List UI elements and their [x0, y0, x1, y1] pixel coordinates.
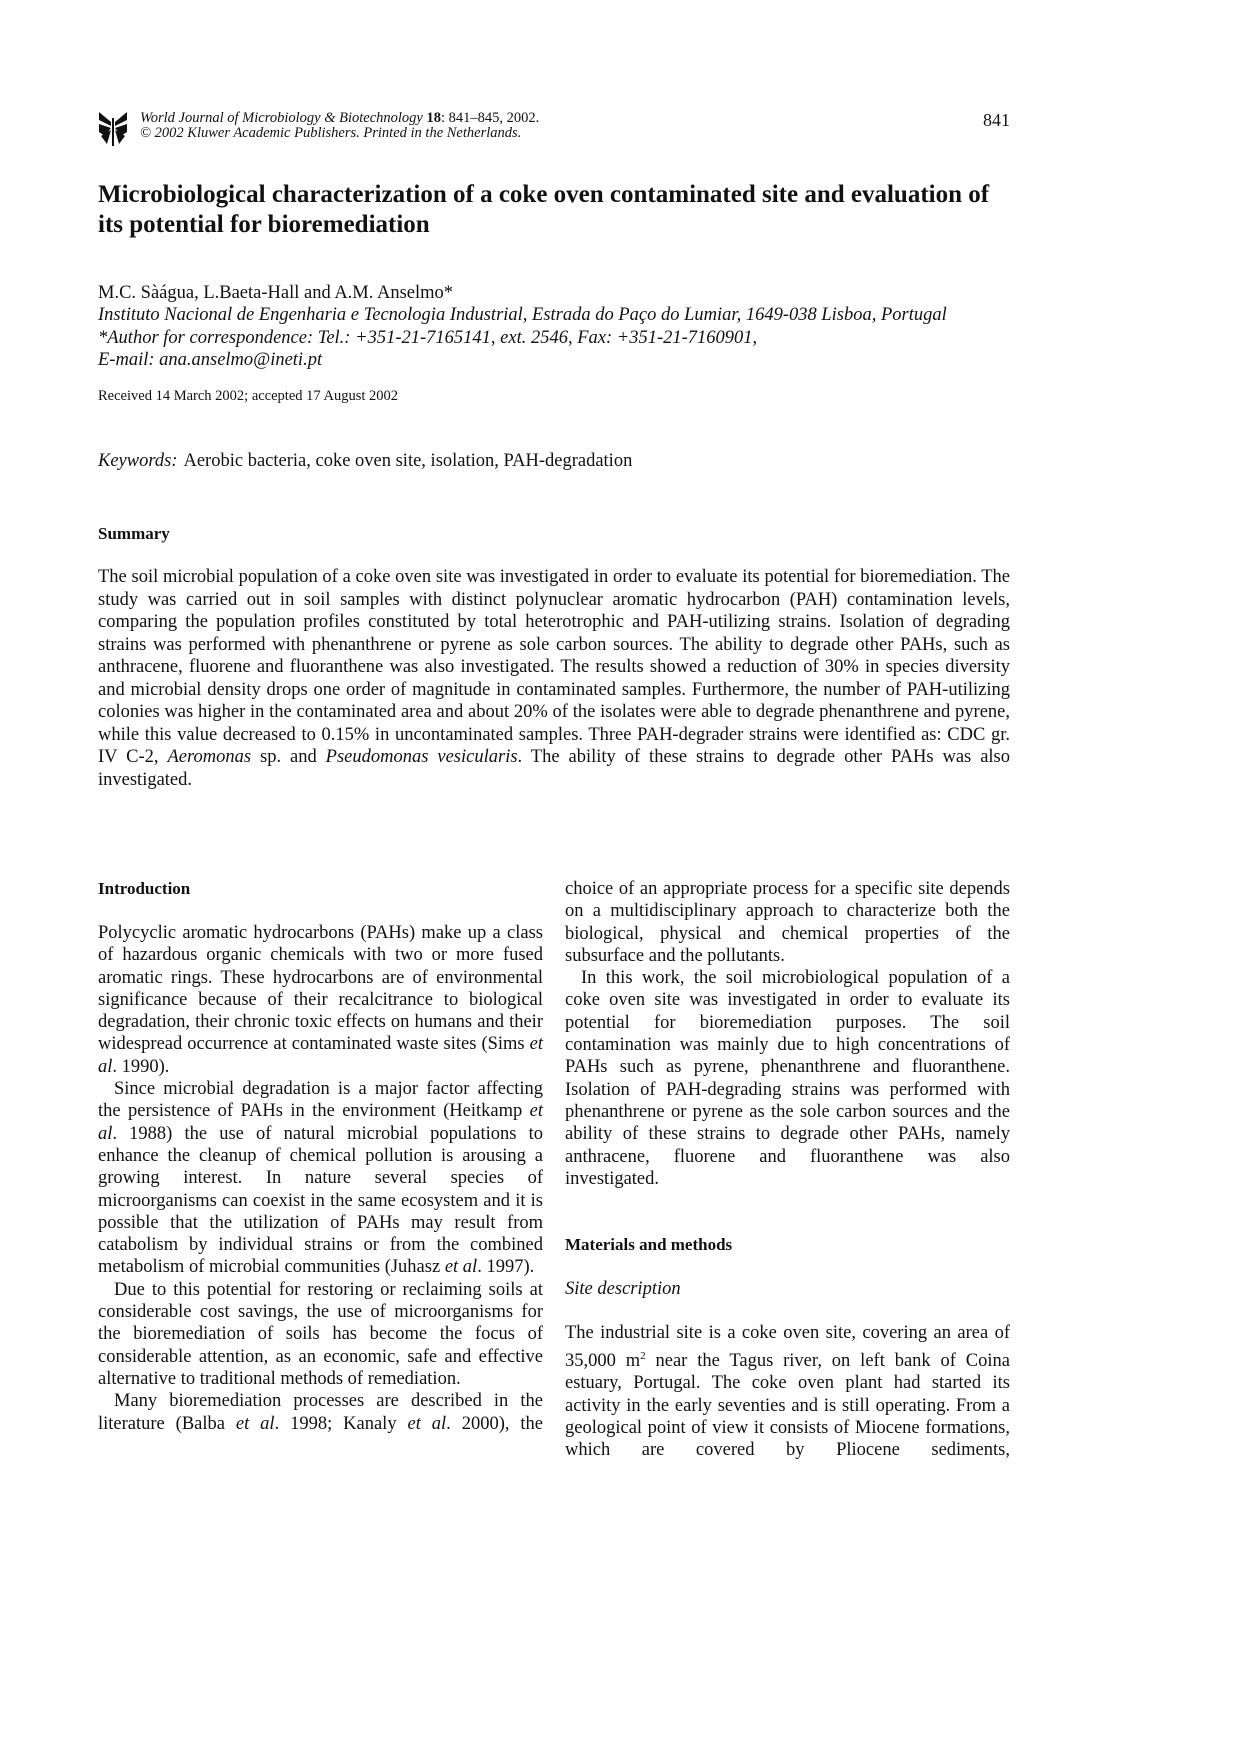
affiliation: Instituto Nacional de Engenharia e Tecnologia Industrial, Estrada do Paço do Lumiar, 1649-038 Lisboa, Portugal: [98, 305, 947, 325]
journal-name: World Journal of Microbiology & Biotechnology: [140, 110, 423, 126]
italic-text: et al: [444, 1257, 478, 1278]
paragraph: [98, 1390, 543, 1435]
text-run: In this work, the soil microbiological population of a coke oven site was investigated in order to evaluate its potential for bioremediation purposes. The soil contamination was mainly due to high concentrations of PAHs such as pyrene, phenanthrene and fluoranthene. Isolation of PAH-degrading strains was performed with phenanthrene or pyrene as the sole carbon sources and the ability of these strains to degrade other PAHs, namely anthracene, fluorene and fluoranthene was also investigated.: [565, 968, 1010, 1189]
text-run: Since microbial degradation is a major factor affecting the persistence of PAHs in the environment (Heitkamp: [98, 1079, 543, 1122]
site-description-body: [565, 1322, 1010, 1461]
keywords-value: Aerobic bacteria, coke oven site, isolation, PAH-degradation: [183, 451, 633, 471]
superscript: 2: [640, 1349, 646, 1362]
text-run: choice of an appropriate process for a specific site depends on a multidisciplinary approach to characterize both the biological, physical and chemical properties of the subsurface and the pollutants.: [565, 879, 1010, 966]
journal-citation: [140, 111, 539, 141]
text-run: The soil microbial population of a coke oven site was investigated in order to evaluate its potential for bioremediation. The study was carried out in soil samples with distinct polynuclear aromatic hydrocarbon (PAH) contamination levels, comparing the population profiles constituted by total heterotrophic and PAH-utilizing strains. Isolation of degrading strains was performed with phenanthrene or pyrene as sole carbon sources. The ability to degrade other PAHs, such as anthracene, fluorene and fluoranthene was also investigated. The results showed a reduction of 30% in species diversity and microbial density drops one order of magnitude in contaminated samples. Furthermore, the number of PAH-utilizing colonies was higher in the contaminated area and about 20% of the isolates were able to degrade phenanthrene and pyrene, while this value decreased to 0.15% in uncontaminated samples. Three PAH-degrader strains were identified as: CDC gr. IV C-2,: [98, 567, 1010, 767]
paragraph: [98, 922, 543, 1078]
copyright: © 2002 Kluwer Academic Publishers. Printed in the Netherlands.: [140, 125, 522, 141]
text-run: Polycyclic aromatic hydrocarbons (PAHs) make up a class of hazardous organic chemicals with two or more fused aromatic rings. These hydrocarbons are of environmental significance because of their recalcitrance to biological degradation, their chronic toxic effects on humans and their widespread occurrence at contaminated waste sites (Sims: [98, 923, 543, 1055]
italic-text: et al: [407, 1413, 447, 1434]
email: E-mail: ana.anselmo@ineti.pt: [98, 350, 323, 370]
italic-text: et al: [235, 1413, 275, 1434]
right-column: [565, 878, 1010, 1461]
materials-methods-heading: Materials and methods: [565, 1235, 733, 1255]
italic-text: Pseudomonas vesicularis: [325, 747, 518, 767]
text-run: . 1997).: [477, 1257, 535, 1278]
italic-text: Aeromonas: [167, 747, 252, 767]
text-run: . 1998; Kanaly: [274, 1413, 408, 1434]
affiliation-block: [98, 304, 1028, 372]
journal-volume: 18: [426, 110, 441, 126]
correspondence: *Author for correspondence: Tel.: +351-21-7165141, ext. 2546, Fax: +351-21-7160901,: [98, 327, 758, 348]
summary-text: [98, 566, 1010, 791]
introduction-continued: [565, 878, 1010, 1190]
text-run: . The ability of these strains to degrade other PAHs was also investigated.: [98, 747, 1010, 790]
text-run: near the Tagus river, on left bank of Coina estuary, Portugal. The coke oven plant had started its activity in the early seventies and is still operating. From a geological point of view it consists of Miocene formations, which are covered by Pliocene sediments,: [565, 1350, 1010, 1461]
paragraph: [565, 967, 1010, 1190]
left-column: [98, 878, 543, 1435]
text-run: . 1990).: [112, 1056, 170, 1077]
paragraph: [565, 1322, 1010, 1461]
authors: M.C. Sàágua, L.Baeta-Hall and A.M. Anselmo*: [98, 283, 454, 303]
summary-heading: Summary: [98, 524, 170, 543]
site-description-heading: Site description: [565, 1279, 681, 1300]
text-run: . 2000), the: [446, 1413, 543, 1434]
italic-text: et al: [98, 1101, 543, 1144]
italic-text: et al: [98, 1034, 543, 1077]
paper-title: Microbiological characterization of a coke oven contaminated site and evaluation of its potential for bioremediation: [98, 181, 990, 238]
publisher-logo: [97, 110, 129, 146]
text-run: Due to this potential for restoring or reclaiming soils at considerable cost savings, the use of microorganisms for the bioremediation of soils has become the focus of considerable attention, as an economic, safe and effective alternative to traditional methods of remediation.: [98, 1279, 543, 1389]
keywords: [98, 451, 632, 472]
text-run: sp. and: [251, 747, 326, 767]
introduction-body: [98, 922, 543, 1435]
paragraph: [98, 1078, 543, 1279]
text-run: Many bioremediation processes are described in the literature (Balba: [98, 1391, 543, 1434]
keywords-label: Keywords:: [98, 451, 178, 471]
introduction-heading: Introduction: [98, 879, 191, 898]
paragraph: [98, 1279, 543, 1390]
page-number: 841: [983, 110, 1010, 130]
text-run: . 1988) the use of natural microbial populations to enhance the cleanup of chemical pollution is arousing a growing interest. In nature several species of microorganisms can coexist in the same ecosystem and it is possible that the utilization of PAHs may result from catabolism by individual strains or from the combined metabolism of microbial communities (Juhasz: [98, 1123, 543, 1278]
journal-pages: : 841–845, 2002.: [440, 110, 540, 126]
received-date: Received 14 March 2002; accepted 17 August 2002: [98, 388, 398, 404]
text-run: The industrial site is a coke oven site, covering an area of 35,000 m: [565, 1323, 1010, 1371]
paragraph: [565, 878, 1010, 967]
